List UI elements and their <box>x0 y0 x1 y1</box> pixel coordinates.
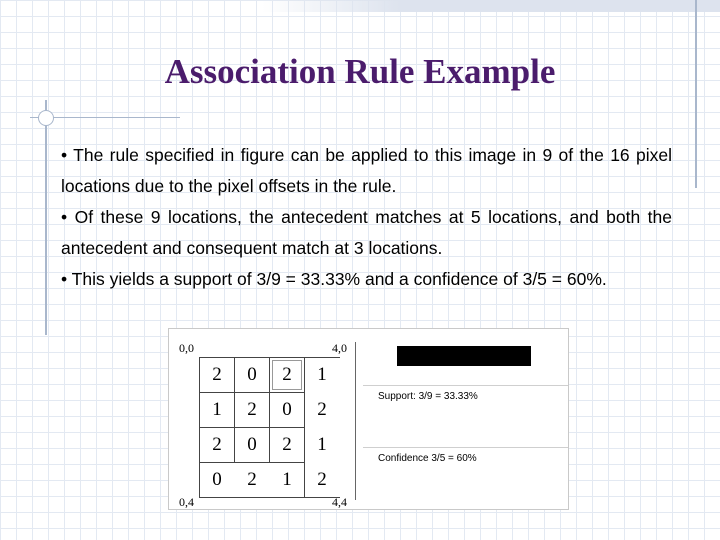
grid-divider <box>355 342 356 500</box>
pixel-grid <box>199 357 340 498</box>
grid-cell: 1 <box>200 393 235 428</box>
bullet-item: • Of these 9 locations, the antecedent matches at 5 locations, and both the antecedent and consequent match at 3 locations. <box>61 207 672 258</box>
grid-cell: 0 <box>235 358 270 393</box>
panel-separator <box>363 447 568 448</box>
slide-title: Association Rule Example <box>164 52 556 91</box>
grid-cell: 1 <box>317 434 327 455</box>
grid-cell: 1 <box>305 358 340 393</box>
corner-label-top-right: 4,0 <box>332 341 347 355</box>
left-decor-line <box>45 100 47 335</box>
confidence-text: Confidence 3/5 = 60% <box>378 453 477 464</box>
rule-info-panel <box>363 329 568 509</box>
bullet-item: • This yields a support of 3/9 = 33.33% and a confidence of 3/5 = 60%. <box>61 269 607 289</box>
grid-cell: 1 <box>270 463 305 498</box>
grid-cell: 2 <box>200 428 235 463</box>
grid-cell: 2 <box>235 393 270 428</box>
grid-cell: 0 <box>235 428 270 463</box>
corner-label-bottom-left: 0,4 <box>179 495 194 509</box>
grid-cell: 2 <box>270 428 305 463</box>
top-decor-band <box>262 0 720 12</box>
support-text: Support: 3/9 = 33.33% <box>378 391 478 402</box>
panel-separator <box>363 385 568 386</box>
grid-cell: 2 <box>317 399 327 420</box>
rule-image-redacted <box>397 346 531 366</box>
decor-circle <box>38 110 54 126</box>
grid-cell: 2 <box>305 463 340 498</box>
rule-figure <box>168 328 569 510</box>
bullet-item: • The rule specified in figure can be applied to this image in 9 of the 16 pixel locations due to the pixel offsets in the rule. <box>61 145 672 196</box>
grid-cell: 2 <box>270 358 305 393</box>
grid-cell: 2 <box>235 463 270 498</box>
grid-cell: 2 <box>200 358 235 393</box>
grid-cell: 0 <box>270 393 305 428</box>
corner-label-top-left: 0,0 <box>179 341 194 355</box>
grid-cell: 0 <box>200 463 235 498</box>
corner-label-bottom-right: 4,4 <box>332 495 347 509</box>
right-decor-line <box>695 0 697 188</box>
bullet-list <box>61 140 672 295</box>
pixel-grid-panel <box>169 329 359 509</box>
